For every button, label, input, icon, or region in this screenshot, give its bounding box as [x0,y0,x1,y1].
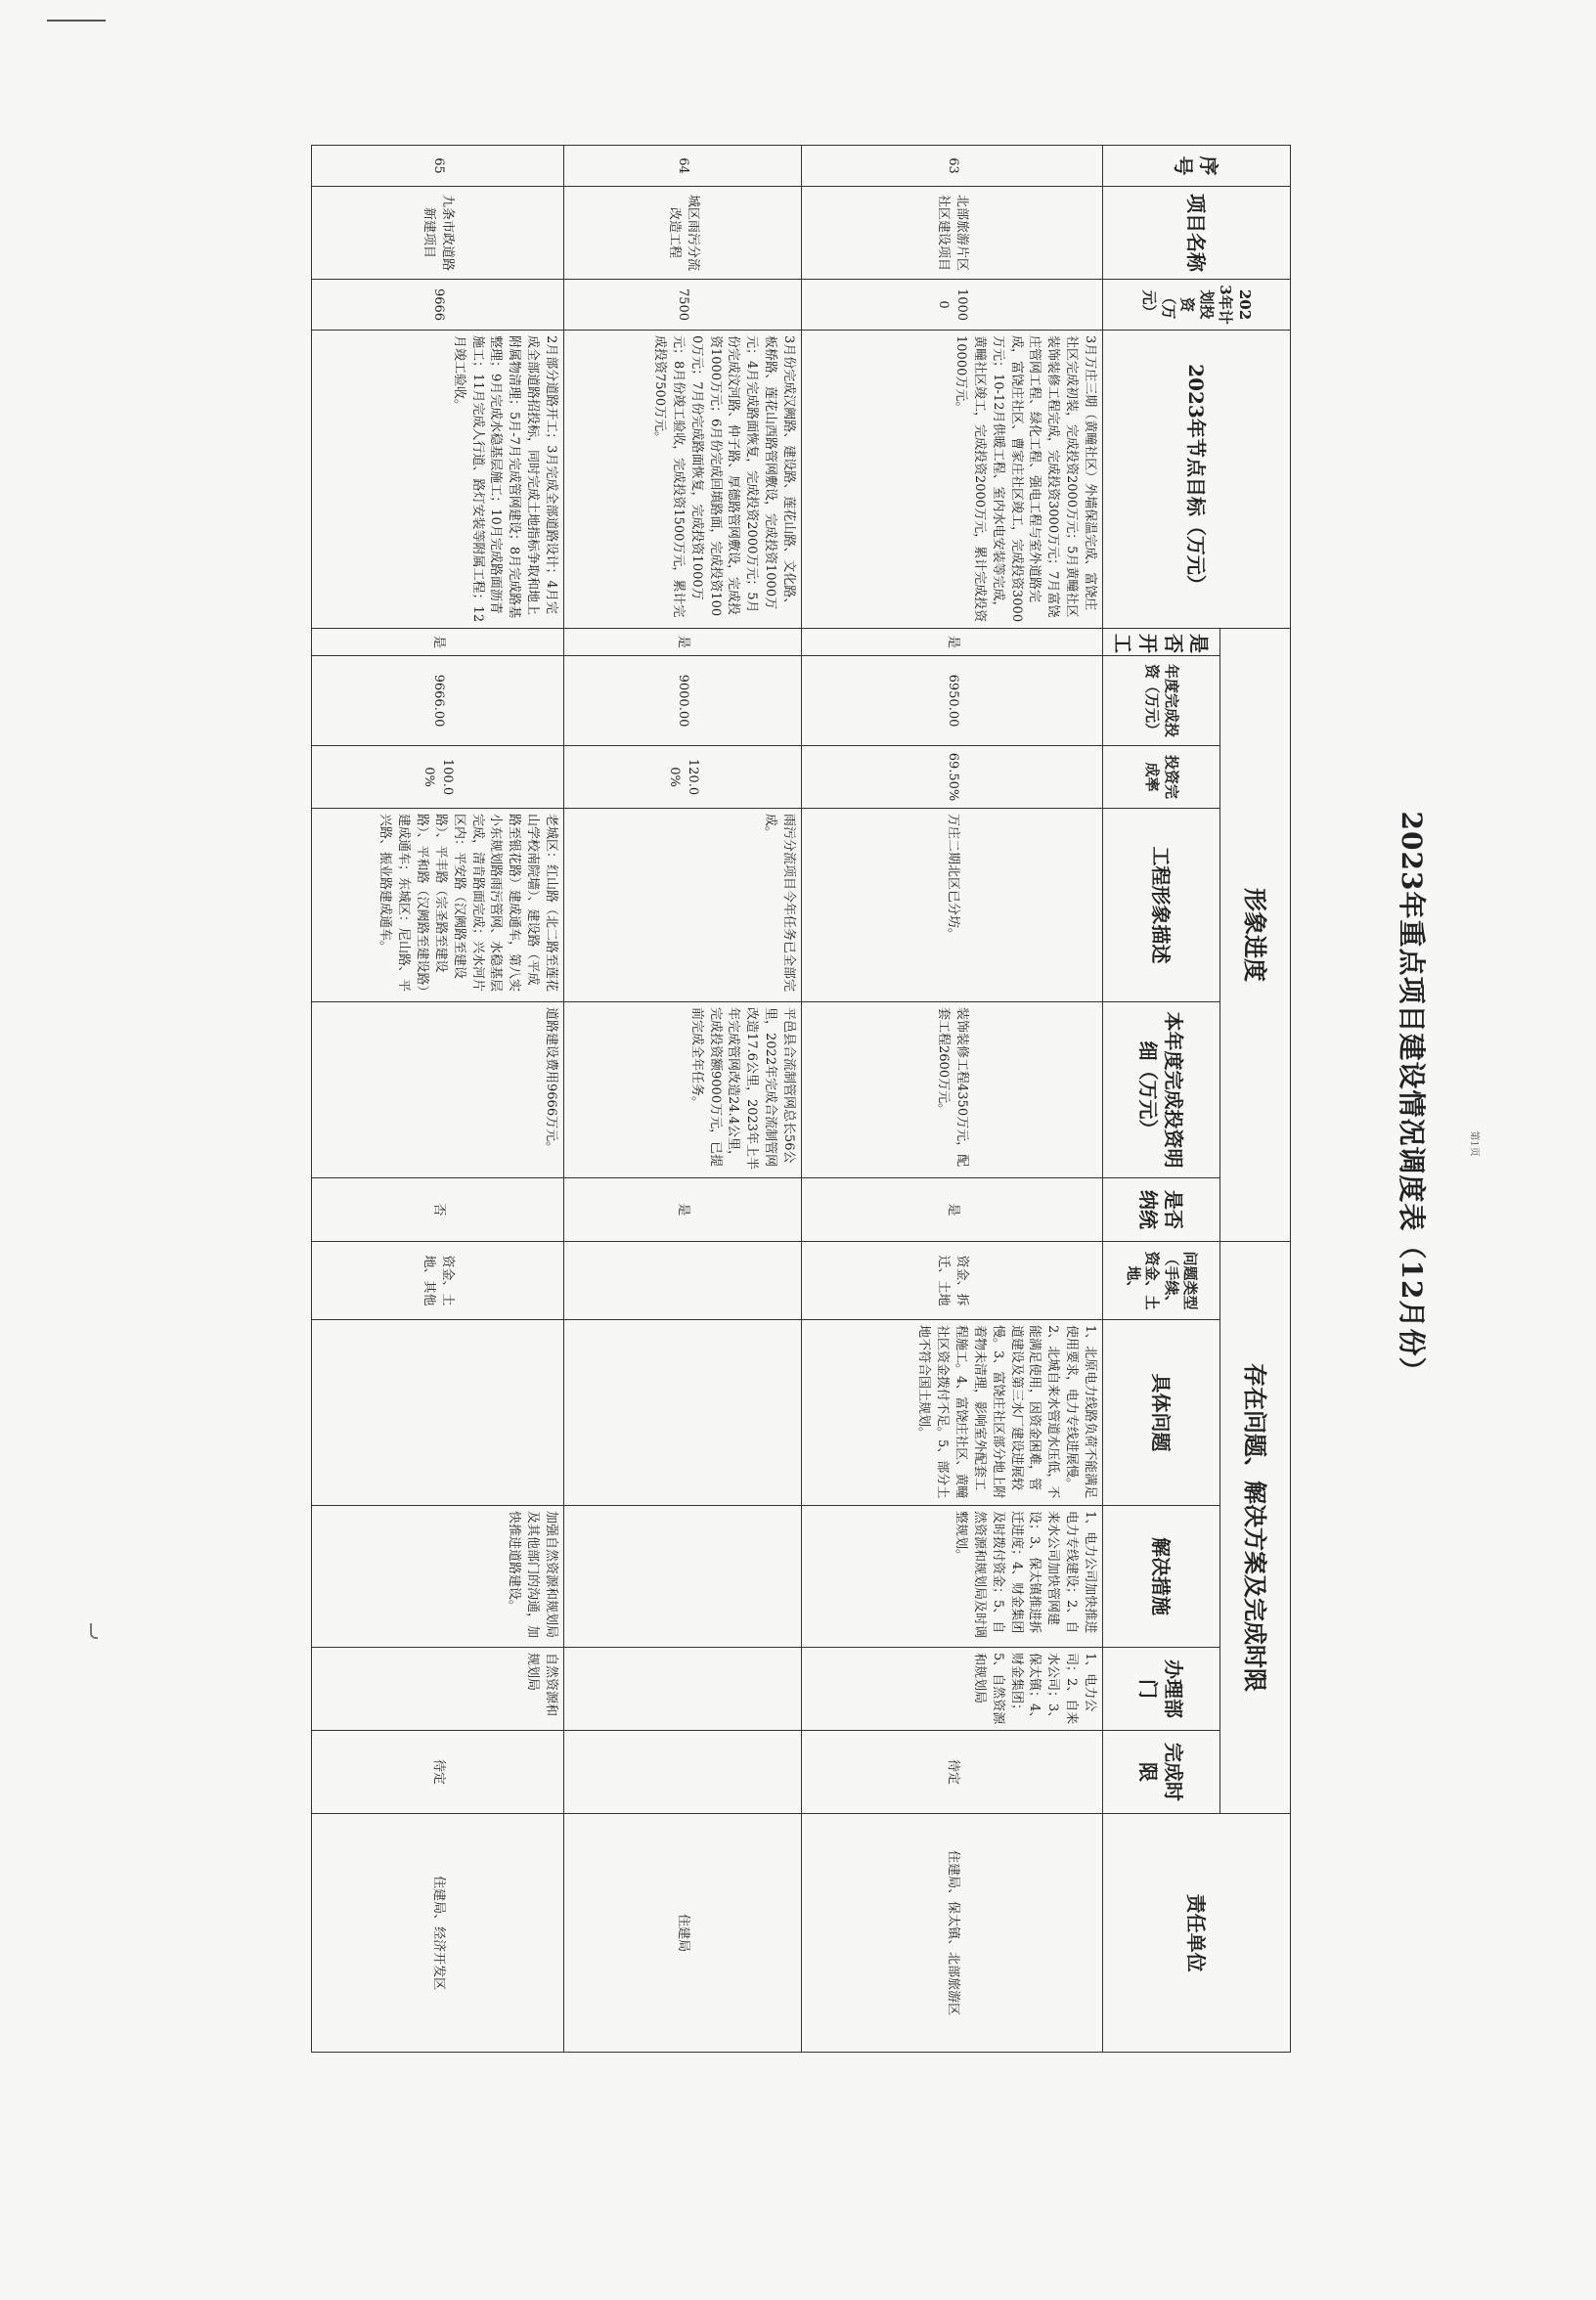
cell-dept: 1、电力公司；2、自来水公司；3、保太镇；4、财金集团；5、自然资源和规划局 [802,1648,1103,1731]
header-resp: 责任单位 [1103,1814,1291,2053]
cell-type: 资金、土地、其他 [312,1242,564,1320]
header-issues: 存在问题、解决方案及完成时限 [1220,1242,1291,1814]
cell-problem [312,1320,564,1506]
cell-desc: 万庄二期北区已分坊。 [802,809,1103,1002]
table-row [802,146,1103,2053]
header-annual: 年度完成投资（万元） [1103,656,1220,746]
cell-stats: 是 [564,1178,802,1242]
cell-solution [564,1506,802,1648]
cell-rate: 120.00% [564,746,802,809]
cell-deadline: 待定 [312,1731,564,1814]
cell-seq: 64 [564,146,802,187]
cell-resp: 住建局、保太镇、北部旅游区 [802,1814,1103,2053]
cell-stats: 否 [312,1178,564,1242]
cell-start: 是 [564,629,802,656]
cell-deadline [564,1731,802,1814]
cell-detail: 道路建设费用9666万元。 [312,1002,564,1178]
table-row [564,146,802,2053]
cell-type: 资金、拆迁、土地 [802,1242,1103,1320]
cell-stats: 是 [802,1178,1103,1242]
table-row [312,146,564,2053]
cell-desc: 老城区：红山路（北二路至莲花山学校南院墙）、建设路（平成路至银花路）建成通车，第八实小东规划路雨污管网、水稳基层完成，清肯路面完成；兴水河片区内：平安路（汉阙路至建设路）、平丰路（宗圣路至建设路）、平和路（汉阙路至建设路）建成通车；东城区：尼山路、平兴路、振业路建成通车。 [312,809,564,1002]
header-row-1 [1220,146,1291,2053]
header-plan: 2023年计划投资（万元） [1103,280,1291,331]
header-start: 是否开工 [1103,629,1220,656]
cell-problem: 1、北原电力线路负荷不能满足使用要求，电力专线进展慢。2、北城自来水管道水压低，不能满足使用，因资金困难，管道建设及第三水厂建设进展较慢。3、富饶庄社区部分地上附着物未清理，影响室外配套工程施工。4、富饶庄社区、黄疃社区资金拨付不足。5、部分土地不符合国土规划。 [802,1320,1103,1506]
cell-solution: 加强自然资源和规划局及其他部门的沟通，加快推进道路建设。 [312,1506,564,1648]
cell-name: 城区雨污分流改造工程 [564,187,802,280]
cell-deadline: 待定 [802,1731,1103,1814]
document-title: 2023年重点项目建设情况调度表（12月份） [1396,811,1428,1386]
header-node: 2023年节点目标（万元） [1103,331,1291,629]
page-number: 第1页 [1468,1130,1480,1157]
header-seq: 序号 [1103,146,1291,187]
cell-node: 3月万庄三期（黄疃社区）外墙保温完成、富饶庄社区完成初装，完成投资2000万元；5月黄疃社区装饰装修工程完成，完成投资3000万元；7月富饶庄管网工程、绿化工程、强电工程与室外道路完成，富饶庄社区、曹家庄社区竣工，完成投资3000万元；10-12月供暖工程、室内水电安装等完成，黄疃社区竣工，完成投资2000万元，累计完成投资10000万元。 [802,331,1103,629]
cell-plan: 9666 [312,280,564,331]
cell-resp: 住建局、经济开发区 [312,1814,564,2053]
cell-resp: 住建局 [564,1814,802,2053]
cell-start: 是 [802,629,1103,656]
cell-start: 是 [312,629,564,656]
scan-mark-curl [90,1623,98,1639]
cell-plan: 7500 [564,280,802,331]
header-type: 问题类型（手续、资金、土地、 [1103,1242,1220,1320]
header-stats: 是否纳统 [1103,1178,1220,1242]
cell-type [564,1242,802,1320]
cell-name: 北部旅游片区社区建设项目 [802,187,1103,280]
cell-rate: 100.00% [312,746,564,809]
cell-annual: 9666.00 [312,656,564,746]
cell-detail: 平邑县合流制管网总长56公里，2022年完成合流制管网改造17.6公里，2023年上半年完成管网改造24.4公里，完成投资额9000万元，已提前完成全年任务。 [564,1002,802,1178]
header-name: 项目名称 [1103,187,1291,280]
schedule-table [311,145,1291,2053]
cell-desc: 雨污分流项目今年任务已全部完成。 [564,809,802,1002]
rotated-document [156,145,1438,2052]
cell-seq: 65 [312,146,564,187]
cell-annual: 9000.00 [564,656,802,746]
header-dept: 办理部门 [1103,1648,1220,1731]
header-rate: 投资完成率 [1103,746,1220,809]
cell-name: 九条市政道路新建项目 [312,187,564,280]
cell-annual: 6950.00 [802,656,1103,746]
header-deadline: 完成时限 [1103,1731,1220,1814]
header-desc: 工程形象描述 [1103,809,1220,1002]
scan-mark [47,20,106,22]
cell-seq: 63 [802,146,1103,187]
cell-dept: 自然资源和规划局 [312,1648,564,1731]
cell-rate: 69.50% [802,746,1103,809]
cell-problem [564,1320,802,1506]
cell-solution: 1、电力公司加快推进电力专线建设；2、自来水公司加快管网建设；3、保太镇推进拆迁进度；4、财金集团及时拨付资金；5、自然资源和规划局及时调整规划。 [802,1506,1103,1648]
cell-dept [564,1648,802,1731]
header-progress: 形象进度 [1220,629,1291,1242]
header-problem: 具体问题 [1103,1320,1220,1506]
cell-detail: 装饰装修工程4350万元，配套工程2600万元。 [802,1002,1103,1178]
header-solution: 解决措施 [1103,1506,1220,1648]
cell-node: 3月份完成汉阙路、建设路、莲花山路、文化路、板桥路、莲花山西路管网敷设，完成投资1000万元；4月完成路面恢复，完成投资2000万元；5月份完成汶河路、仲子路、厚德路管网敷设，完成投资1000万元；6月份完成回填路面，完成投资1000万元；7月份完成路面恢复，完成投资1000万元；8月份竣工验收，完成投资1500万元，累计完成投资7500万元。 [564,331,802,629]
header-detail: 本年度完成投资明细（万元） [1103,1002,1220,1178]
cell-plan: 10000 [802,280,1103,331]
cell-node: 2月部分道路开工；3月完成全部道路设计；4月完成全部道路招投标，同时完成土地指标争取和地上附属物清理；5月-7月完成管网建设；8月完成路基整理；9月完成水稳基层施工；10月完成路面沥青施工；11月完成人行道、路灯安装等附属工程；12月竣工验收。 [312,331,564,629]
